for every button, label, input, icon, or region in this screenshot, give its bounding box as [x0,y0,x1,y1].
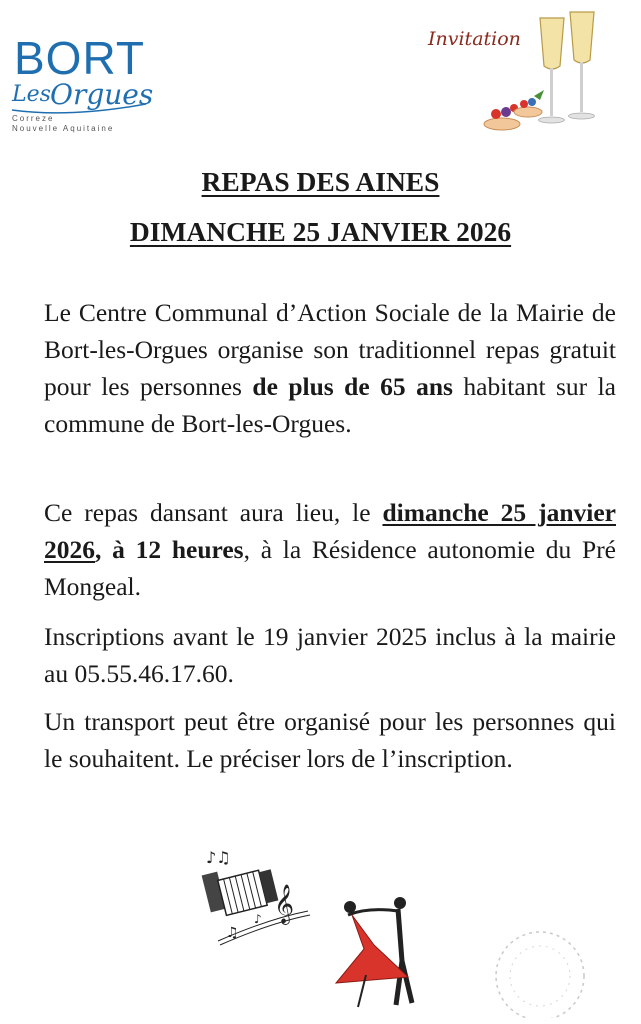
p2-time-bold: à 12 heures [112,535,244,564]
p1-text-b: habitant sur la commune de Bort-les-Orgues. [44,372,616,438]
dance-decoration [198,845,428,1015]
title-line1: REPAS DES AINES [201,166,440,197]
svg-text:𝄞: 𝄞 [274,884,295,924]
pastries-icon [484,90,544,130]
p1-age-bold: de plus de 65 ans [252,372,453,401]
p2-sep: , [95,535,113,564]
logo-name: BORT [14,32,145,84]
bort-les-orgues-logo [8,30,158,135]
svg-text:♪♫: ♪♫ [206,848,231,867]
logo-region-line2: Nouvelle Aquitaine [12,124,115,133]
svg-text:♪: ♪ [254,912,262,926]
title-line2: DIMANCHE 25 JANVIER 2026 [129,216,512,247]
dancing-couple-icon [336,897,412,1007]
p1-text-a: Le Centre Communal d’Action Sociale de la Mairie de Bort-les-Orgues organise son traditionnel repas gratuit pour les personnes [44,298,616,401]
p2-text-a: Ce repas dansant aura lieu, le [44,498,383,527]
stamp-icon [482,918,592,1018]
logo-orgues: Orgues [50,78,154,111]
paragraph-registration: Inscriptions avant le 19 janvier 2025 inclus à la mairie au 05.55.46.17.60. [44,622,616,688]
accordion-icon [202,867,279,915]
invitation-decoration [478,8,602,136]
paragraph-date-location [44,494,616,605]
p2-text-b: , à la Résidence autonomie du Pré Mongeal. [44,535,617,601]
champagne-glasses-icon [539,12,595,123]
paragraph-transport: Un transport peut être organisé pour les personnes qui le souhaitent. Le préciser lors de l’inscription. [44,707,616,773]
invitation-label: Invitation [428,28,521,50]
logo-region-line1: Correze [12,114,55,123]
p2-date-bold: dimanche 25 janvier 2026 [44,498,616,564]
logo-les: Les [12,82,51,107]
paragraph-ccas [44,294,616,442]
svg-text:♫: ♫ [226,925,239,941]
